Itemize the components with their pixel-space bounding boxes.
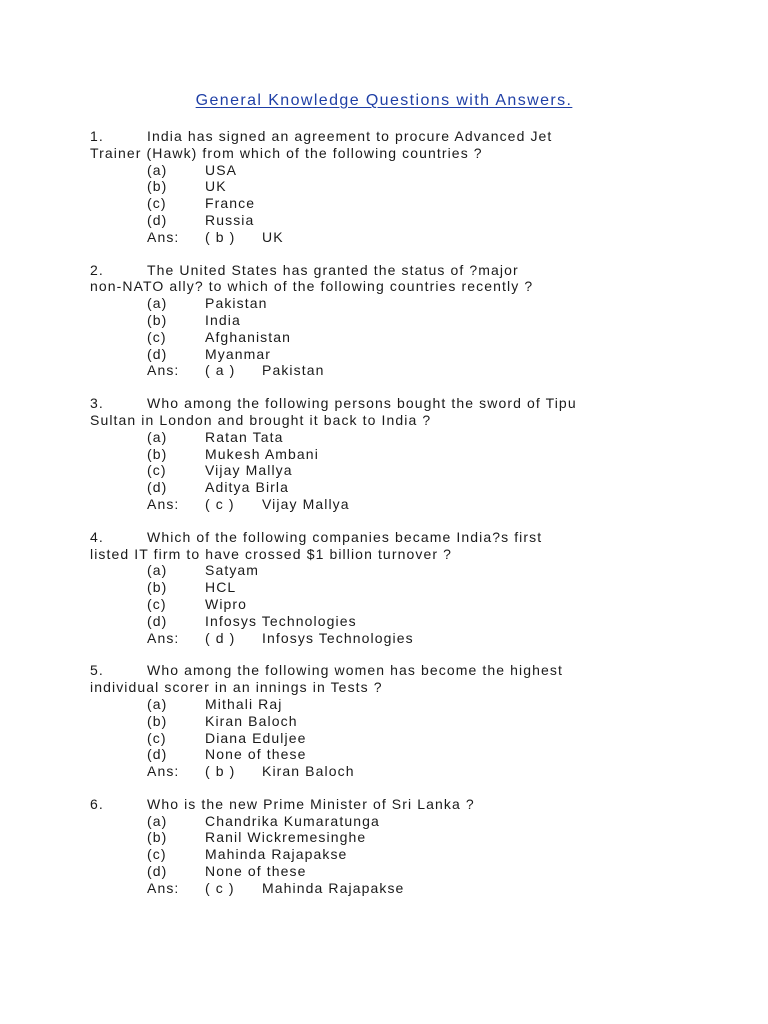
option-text: Myanmar bbox=[205, 345, 272, 362]
question-text-line bbox=[90, 529, 690, 546]
option-text: USA bbox=[205, 161, 238, 178]
answer-text: UK bbox=[262, 228, 284, 245]
option-row bbox=[90, 462, 690, 479]
option-row bbox=[90, 713, 690, 730]
option-label: (c) bbox=[147, 729, 167, 746]
option-row bbox=[90, 346, 690, 363]
answer-choice: ( c ) bbox=[205, 879, 235, 896]
answer-row bbox=[90, 630, 690, 647]
question-block bbox=[90, 128, 690, 246]
question-number: 5. bbox=[90, 662, 104, 679]
option-text: Aditya Birla bbox=[205, 479, 290, 496]
option-label: (d) bbox=[147, 211, 168, 228]
option-row bbox=[90, 846, 690, 863]
option-row bbox=[90, 329, 690, 346]
option-row bbox=[90, 562, 690, 579]
answer-choice: ( b ) bbox=[205, 763, 236, 780]
question-text-line bbox=[90, 278, 690, 295]
option-row bbox=[90, 162, 690, 179]
option-text: Diana Eduljee bbox=[205, 729, 307, 746]
question-text: Who is the new Prime Minister of Sri Lanka ? bbox=[147, 795, 475, 812]
option-row bbox=[90, 863, 690, 880]
option-row bbox=[90, 613, 690, 630]
option-label: (a) bbox=[147, 161, 168, 178]
question-block bbox=[90, 262, 690, 380]
option-text: None of these bbox=[205, 863, 307, 880]
answer-label: Ans: bbox=[147, 629, 180, 646]
option-label: (b) bbox=[147, 445, 168, 462]
option-text: Mithali Raj bbox=[205, 695, 283, 712]
option-text: Ranil Wickremesinghe bbox=[205, 829, 367, 846]
option-label: (a) bbox=[147, 812, 168, 829]
option-label: (c) bbox=[147, 195, 167, 212]
answer-row bbox=[90, 362, 690, 379]
answer-text: Infosys Technologies bbox=[262, 629, 414, 646]
option-label: (c) bbox=[147, 595, 167, 612]
option-label: (b) bbox=[147, 311, 168, 328]
option-label: (d) bbox=[147, 863, 168, 880]
answer-text: Pakistan bbox=[262, 362, 325, 379]
option-row bbox=[90, 312, 690, 329]
option-text: Wipro bbox=[205, 595, 248, 612]
question-text-line bbox=[90, 679, 690, 696]
question-list bbox=[90, 128, 690, 913]
question-text: Who among the following women has become the highest bbox=[147, 662, 563, 679]
answer-label: Ans: bbox=[147, 228, 180, 245]
question-block bbox=[90, 395, 690, 513]
answer-choice: ( b ) bbox=[205, 228, 236, 245]
question-number: 6. bbox=[90, 795, 104, 812]
option-row bbox=[90, 212, 690, 229]
answer-choice: ( d ) bbox=[205, 629, 236, 646]
option-text: UK bbox=[205, 178, 227, 195]
question-text: India has signed an agreement to procure Advanced Jet bbox=[147, 128, 553, 144]
option-label: (d) bbox=[147, 746, 168, 763]
question-text: non-NATO ally? to which of the following countries recently ? bbox=[90, 278, 534, 295]
answer-text: Kiran Baloch bbox=[262, 763, 355, 780]
answer-label: Ans: bbox=[147, 362, 180, 379]
option-label: (a) bbox=[147, 428, 168, 445]
answer-row bbox=[90, 496, 690, 513]
question-number: 3. bbox=[90, 395, 104, 412]
question-text-line bbox=[90, 546, 690, 563]
question-text: The United States has granted the status of ?major bbox=[147, 261, 519, 278]
option-text: Ratan Tata bbox=[205, 428, 284, 445]
option-row bbox=[90, 195, 690, 212]
question-text-line bbox=[90, 395, 690, 412]
question-text: listed IT firm to have crossed $1 billion turnover ? bbox=[90, 545, 452, 562]
option-label: (d) bbox=[147, 345, 168, 362]
option-label: (b) bbox=[147, 829, 168, 846]
option-text: Russia bbox=[205, 211, 255, 228]
question-text-line bbox=[90, 262, 690, 279]
option-label: (b) bbox=[147, 178, 168, 195]
answer-label: Ans: bbox=[147, 879, 180, 896]
answer-text: Mahinda Rajapakse bbox=[262, 879, 405, 896]
answer-choice: ( c ) bbox=[205, 495, 235, 512]
question-text: Which of the following companies became India?s first bbox=[147, 528, 543, 545]
option-label: (a) bbox=[147, 695, 168, 712]
option-label: (d) bbox=[147, 479, 168, 496]
option-text: Mahinda Rajapakse bbox=[205, 846, 348, 863]
option-row bbox=[90, 295, 690, 312]
option-label: (d) bbox=[147, 612, 168, 629]
question-text-line bbox=[90, 128, 690, 145]
option-row bbox=[90, 178, 690, 195]
option-label: (a) bbox=[147, 562, 168, 579]
answer-label: Ans: bbox=[147, 763, 180, 780]
option-label: (c) bbox=[147, 846, 167, 863]
option-row bbox=[90, 429, 690, 446]
option-text: Chandrika Kumaratunga bbox=[205, 812, 380, 829]
question-number: 2. bbox=[90, 261, 104, 278]
question-block bbox=[90, 796, 690, 897]
option-row bbox=[90, 696, 690, 713]
answer-choice: ( a ) bbox=[205, 362, 236, 379]
answer-label: Ans: bbox=[147, 495, 180, 512]
option-text: Infosys Technologies bbox=[205, 612, 357, 629]
option-text: Vijay Mallya bbox=[205, 462, 293, 479]
question-number: 4. bbox=[90, 528, 104, 545]
option-text: HCL bbox=[205, 579, 237, 596]
question-block bbox=[90, 529, 690, 647]
question-text: individual scorer in an innings in Tests ? bbox=[90, 679, 383, 696]
option-label: (a) bbox=[147, 295, 168, 312]
option-label: (b) bbox=[147, 712, 168, 729]
option-label: (c) bbox=[147, 328, 167, 345]
question-number: 1. bbox=[90, 128, 104, 144]
option-row bbox=[90, 479, 690, 496]
question-text: Sultan in London and brought it back to India ? bbox=[90, 411, 432, 428]
option-text: France bbox=[205, 195, 256, 212]
option-text: Pakistan bbox=[205, 295, 268, 312]
answer-row bbox=[90, 229, 690, 246]
option-row bbox=[90, 579, 690, 596]
question-text-line bbox=[90, 412, 690, 429]
option-text: Afghanistan bbox=[205, 328, 292, 345]
answer-text: Vijay Mallya bbox=[262, 495, 350, 512]
option-row bbox=[90, 829, 690, 846]
question-block bbox=[90, 662, 690, 780]
option-row bbox=[90, 746, 690, 763]
option-row bbox=[90, 730, 690, 747]
question-text-line bbox=[90, 145, 690, 162]
option-label: (c) bbox=[147, 462, 167, 479]
question-text-line bbox=[90, 796, 690, 813]
option-row bbox=[90, 813, 690, 830]
question-text: Trainer (Hawk) from which of the following countries ? bbox=[90, 144, 483, 161]
option-label: (b) bbox=[147, 579, 168, 596]
answer-row bbox=[90, 763, 690, 780]
answer-row bbox=[90, 880, 690, 897]
option-text: Satyam bbox=[205, 562, 260, 579]
document-title: General Knowledge Questions with Answers. bbox=[195, 92, 573, 109]
question-text: Who among the following persons bought the sword of Tipu bbox=[147, 395, 577, 412]
option-text: Mukesh Ambani bbox=[205, 445, 319, 462]
question-text-line bbox=[90, 662, 690, 679]
option-text: None of these bbox=[205, 746, 307, 763]
option-text: India bbox=[205, 311, 241, 328]
option-row bbox=[90, 596, 690, 613]
option-text: Kiran Baloch bbox=[205, 712, 298, 729]
option-row bbox=[90, 446, 690, 463]
